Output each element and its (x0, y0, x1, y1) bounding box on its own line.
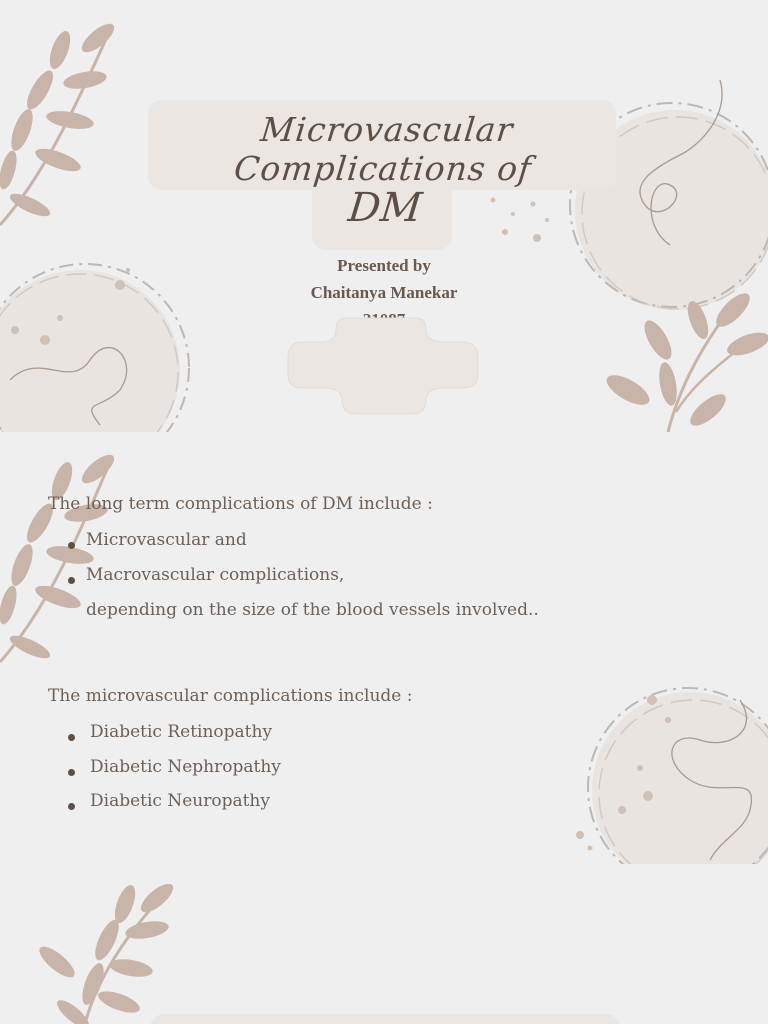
leaf-branch-illustration (0, 447, 130, 672)
leaf-branch-illustration (35, 884, 175, 1024)
list-item: Diabetic Nephropathy (90, 757, 281, 777)
swirl-circle-illustration (560, 680, 768, 864)
bullet-icon (68, 542, 75, 549)
bullet-icon (68, 769, 75, 776)
slide-title-subline: DM (346, 185, 424, 231)
list-item: Macrovascular complications, (86, 565, 345, 585)
intro-text: The long term complications of DM include : (48, 494, 433, 514)
leaf-branch-illustration (0, 10, 130, 240)
blob-shape-illustration (286, 314, 480, 418)
presenter-label: Presented by (337, 256, 431, 275)
list-item: Diabetic Neuropathy (90, 791, 270, 811)
bullet-icon (68, 803, 75, 810)
leaf-branch-illustration (598, 292, 768, 432)
content-slide (0, 432, 768, 864)
bullet-icon (68, 734, 75, 741)
slide-title: Microvascular Complications of (232, 110, 534, 188)
bullet-icon (68, 577, 75, 584)
dot-cluster-illustration (485, 192, 565, 247)
title-slide (0, 0, 768, 432)
list-item: Microvascular and (86, 530, 247, 550)
title-card (150, 1014, 620, 1024)
swirl-circle-illustration (0, 260, 200, 432)
next-slide-partial (0, 866, 768, 1024)
section-heading: The microvascular complications include : (48, 686, 413, 706)
presenter-name: Chaitanya Manekar (310, 283, 458, 302)
continuation-text: depending on the size of the blood vessels involved.. (86, 600, 539, 620)
list-item: Diabetic Retinopathy (90, 722, 273, 742)
